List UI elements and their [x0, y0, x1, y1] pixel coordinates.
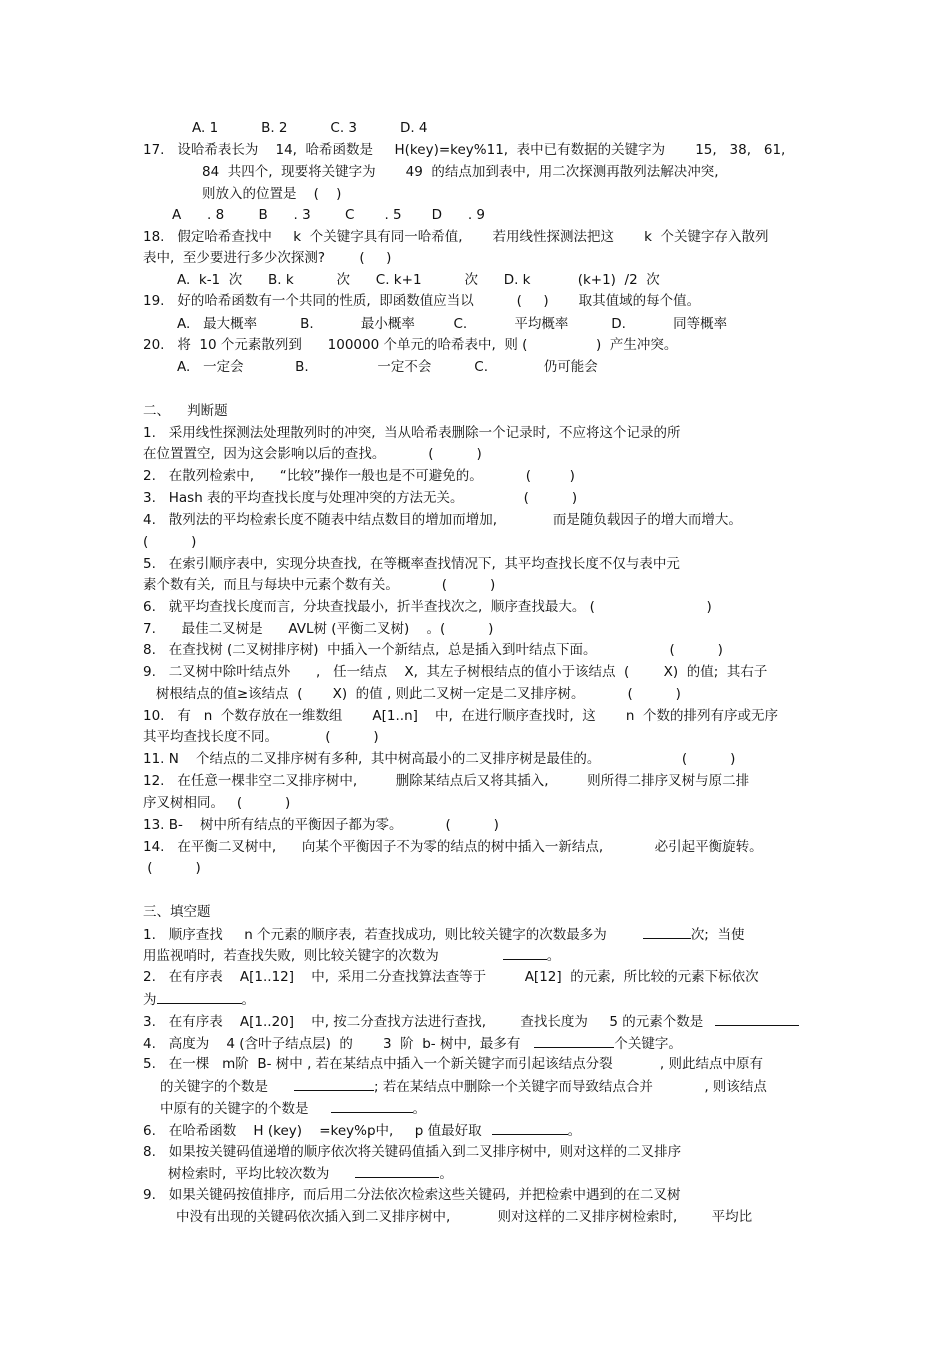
fill-q1-line1: 1. 顺序查找 n 个元素的顺序表, 若查找成功, 则比较关键字的次数最多为 次; 当使 [143, 927, 745, 943]
fill-q1-line2: 用监视哨时, 若查找失败, 则比较关键字的次数为 。 [143, 948, 561, 964]
q18-line2: 表中, 至少要进行多少次探测? ( ) [143, 250, 392, 266]
answer-blank[interactable] [534, 1034, 614, 1048]
tf-line: 序叉树相同。 ( ) [143, 795, 291, 811]
fill-q2-line2: 为 。 [143, 992, 255, 1008]
fill-q5-line1: 5. 在一棵 m阶 B- 树中 , 若在某结点中插入一个新关键字而引起该结点分裂 , 则此结点中原有 [143, 1056, 763, 1072]
tf-line: 在位置置空, 因为这会影响以后的查找。 ( ) [143, 446, 482, 462]
tf-line: ( ) [143, 860, 201, 876]
answer-blank[interactable] [294, 1077, 374, 1091]
tf-line: 10. 有 n 个数存放在一维数组 A[1..n] 中, 在进行顺序查找时, 这 n 个数的排列有序或无序 [143, 708, 778, 724]
fill-q8-line2: 树检索时, 平均比较次数为 。 [168, 1166, 453, 1182]
q17-line2: 84 共四个, 现要将关键字为 49 的结点加到表中, 用二次探测再散列法解决冲突, [202, 164, 719, 180]
q19-options: A. 最大概率 B. 最小概率 C. 平均概率 D. 同等概率 [177, 316, 728, 332]
fill-q2-line1: 2. 在有序表 A[1..12] 中, 采用二分查找算法查等于 A[12] 的元素, 所比较的元素下标依次 [143, 969, 759, 985]
fill-q3: 3. 在有序表 A[1..20] 中, 按二分查找方法进行查找, 查找长度为 5 的元素个数是 [143, 1012, 799, 1031]
tf-line: 8. 在查找树 (二叉树排序树) 中插入一个新结点, 总是插入到叶结点下面。 ( ) [143, 642, 723, 658]
answer-blank[interactable] [492, 1121, 568, 1135]
tf-line: 5. 在索引顺序表中, 实现分块查找, 在等概率查找情况下, 其平均查找长度不仅与表中元 [143, 556, 680, 572]
fill-q6: 6. 在哈希函数 H (key) =key%p中, p 值最好取 。 [143, 1123, 582, 1139]
tf-line: 2. 在散列检索中, “比较”操作一般也是不可避免的。 ( ) [143, 468, 575, 484]
answer-blank[interactable] [715, 1012, 799, 1026]
tf-line: 3. Hash 表的平均查找长度与处理冲突的方法无关。 ( ) [143, 490, 578, 506]
q18-options: A. k-1 次 B. k 次 C. k+1 次 D. k (k+1) /2 次 [177, 272, 660, 288]
tf-line: 1. 采用线性探测法处理散列时的冲突, 当从哈希表删除一个记录时, 不应将这个记录的所 [143, 425, 681, 441]
q17-line3: 则放入的位置是 ( ) [202, 186, 342, 202]
answer-blank[interactable] [355, 1164, 439, 1178]
q17-options: A . 8 B . 3 C . 5 D . 9 [172, 207, 485, 223]
answer-blank[interactable] [643, 925, 691, 939]
tf-line: 11. N 个结点的二叉排序树有多种, 其中树高最小的二叉排序树是最佳的。 ( ) [143, 751, 736, 767]
answer-blank[interactable] [157, 990, 242, 1004]
section3-title: 三、填空题 [143, 904, 211, 920]
fill-q9-line2: 中没有出现的关键码依次插入到二叉排序树中, 则对这样的二叉排序树检索时, 平均比 [176, 1209, 753, 1225]
q20-line1: 20. 将 10 个元素散列到 100000 个单元的哈希表中, 则 ( ) 产生冲突。 [143, 337, 678, 353]
fill-q5-line2: 的关键字的个数是 ; 若在某结点中删除一个关键字而导致结点合并 , 则该结点 [160, 1079, 767, 1095]
fill-q5-line3: 中原有的关键字的个数是 。 [160, 1101, 426, 1117]
q16-options: A. 1 B. 2 C. 3 D. 4 [192, 120, 428, 136]
q19-line1: 19. 好的哈希函数有一个共同的性质, 即函数值应当以 ( ) 取其值域的每个值。 [143, 293, 701, 309]
tf-line: 其平均查找长度不同。 ( ) [143, 729, 379, 745]
tf-line: 14. 在平衡二叉树中, 向某个平衡因子不为零的结点的树中插入一新结点, 必引起平衡旋转。 [143, 839, 763, 855]
tf-line: 4. 散列法的平均检索长度不随表中结点数目的增加而增加, 而是随负载因子的增大而增大。 [143, 512, 742, 528]
fill-q4: 4. 高度为 4 (含叶子结点层) 的 3 阶 b- 树中, 最多有 个关键字。 [143, 1036, 682, 1052]
fill-q8-line1: 8. 如果按关键码值递增的顺序依次将关键码值插入到二叉排序树中, 则对这样的二叉排序 [143, 1144, 682, 1160]
tf-line: 6. 就平均查找长度而言, 分块查找最小, 折半查找次之, 顺序查找最大。 ( ) [143, 599, 712, 615]
tf-line: 12. 在任意一棵非空二叉排序树中, 删除某结点后又将其插入, 则所得二排序叉树与原二排 [143, 773, 750, 789]
tf-line: 13. B- 树中所有结点的平衡因子都为零。 ( ) [143, 817, 499, 833]
q17-line1: 17. 设哈希表长为 14, 哈希函数是 H(key)=key%11, 表中已有数据的关键字为 15, 38, 61, [143, 142, 786, 158]
q18-line1: 18. 假定哈希查找中 k 个关键字具有同一哈希值, 若用线性探测法把这 k 个关键字存入散列 [143, 229, 769, 245]
tf-line: ( ) [143, 534, 197, 550]
tf-line: 7. 最佳二叉树是 AVL树 (平衡二叉树) 。( ) [143, 621, 494, 637]
tf-line: 树根结点的值≥该结点 ( X) 的值 , 则此二叉树一定是二叉排序树。 ( ) [143, 686, 681, 702]
answer-blank[interactable] [331, 1099, 413, 1113]
section2-title: 二、 判断题 [143, 403, 228, 419]
q20-options: A. 一定会 B. 一定不会 C. 仍可能会 [177, 359, 598, 375]
answer-blank[interactable] [503, 946, 547, 960]
tf-line: 素个数有关, 而且与每块中元素个数有关。 ( ) [143, 577, 496, 593]
tf-line: 9. 二叉树中除叶结点外 , 任一结点 X, 其左子树根结点的值小于该结点 ( X) 的值; 其右子 [143, 664, 768, 680]
fill-q9-line1: 9. 如果关键码按值排序, 而后用二分法依次检索这些关键码, 并把检索中遇到的在二叉树 [143, 1187, 681, 1203]
